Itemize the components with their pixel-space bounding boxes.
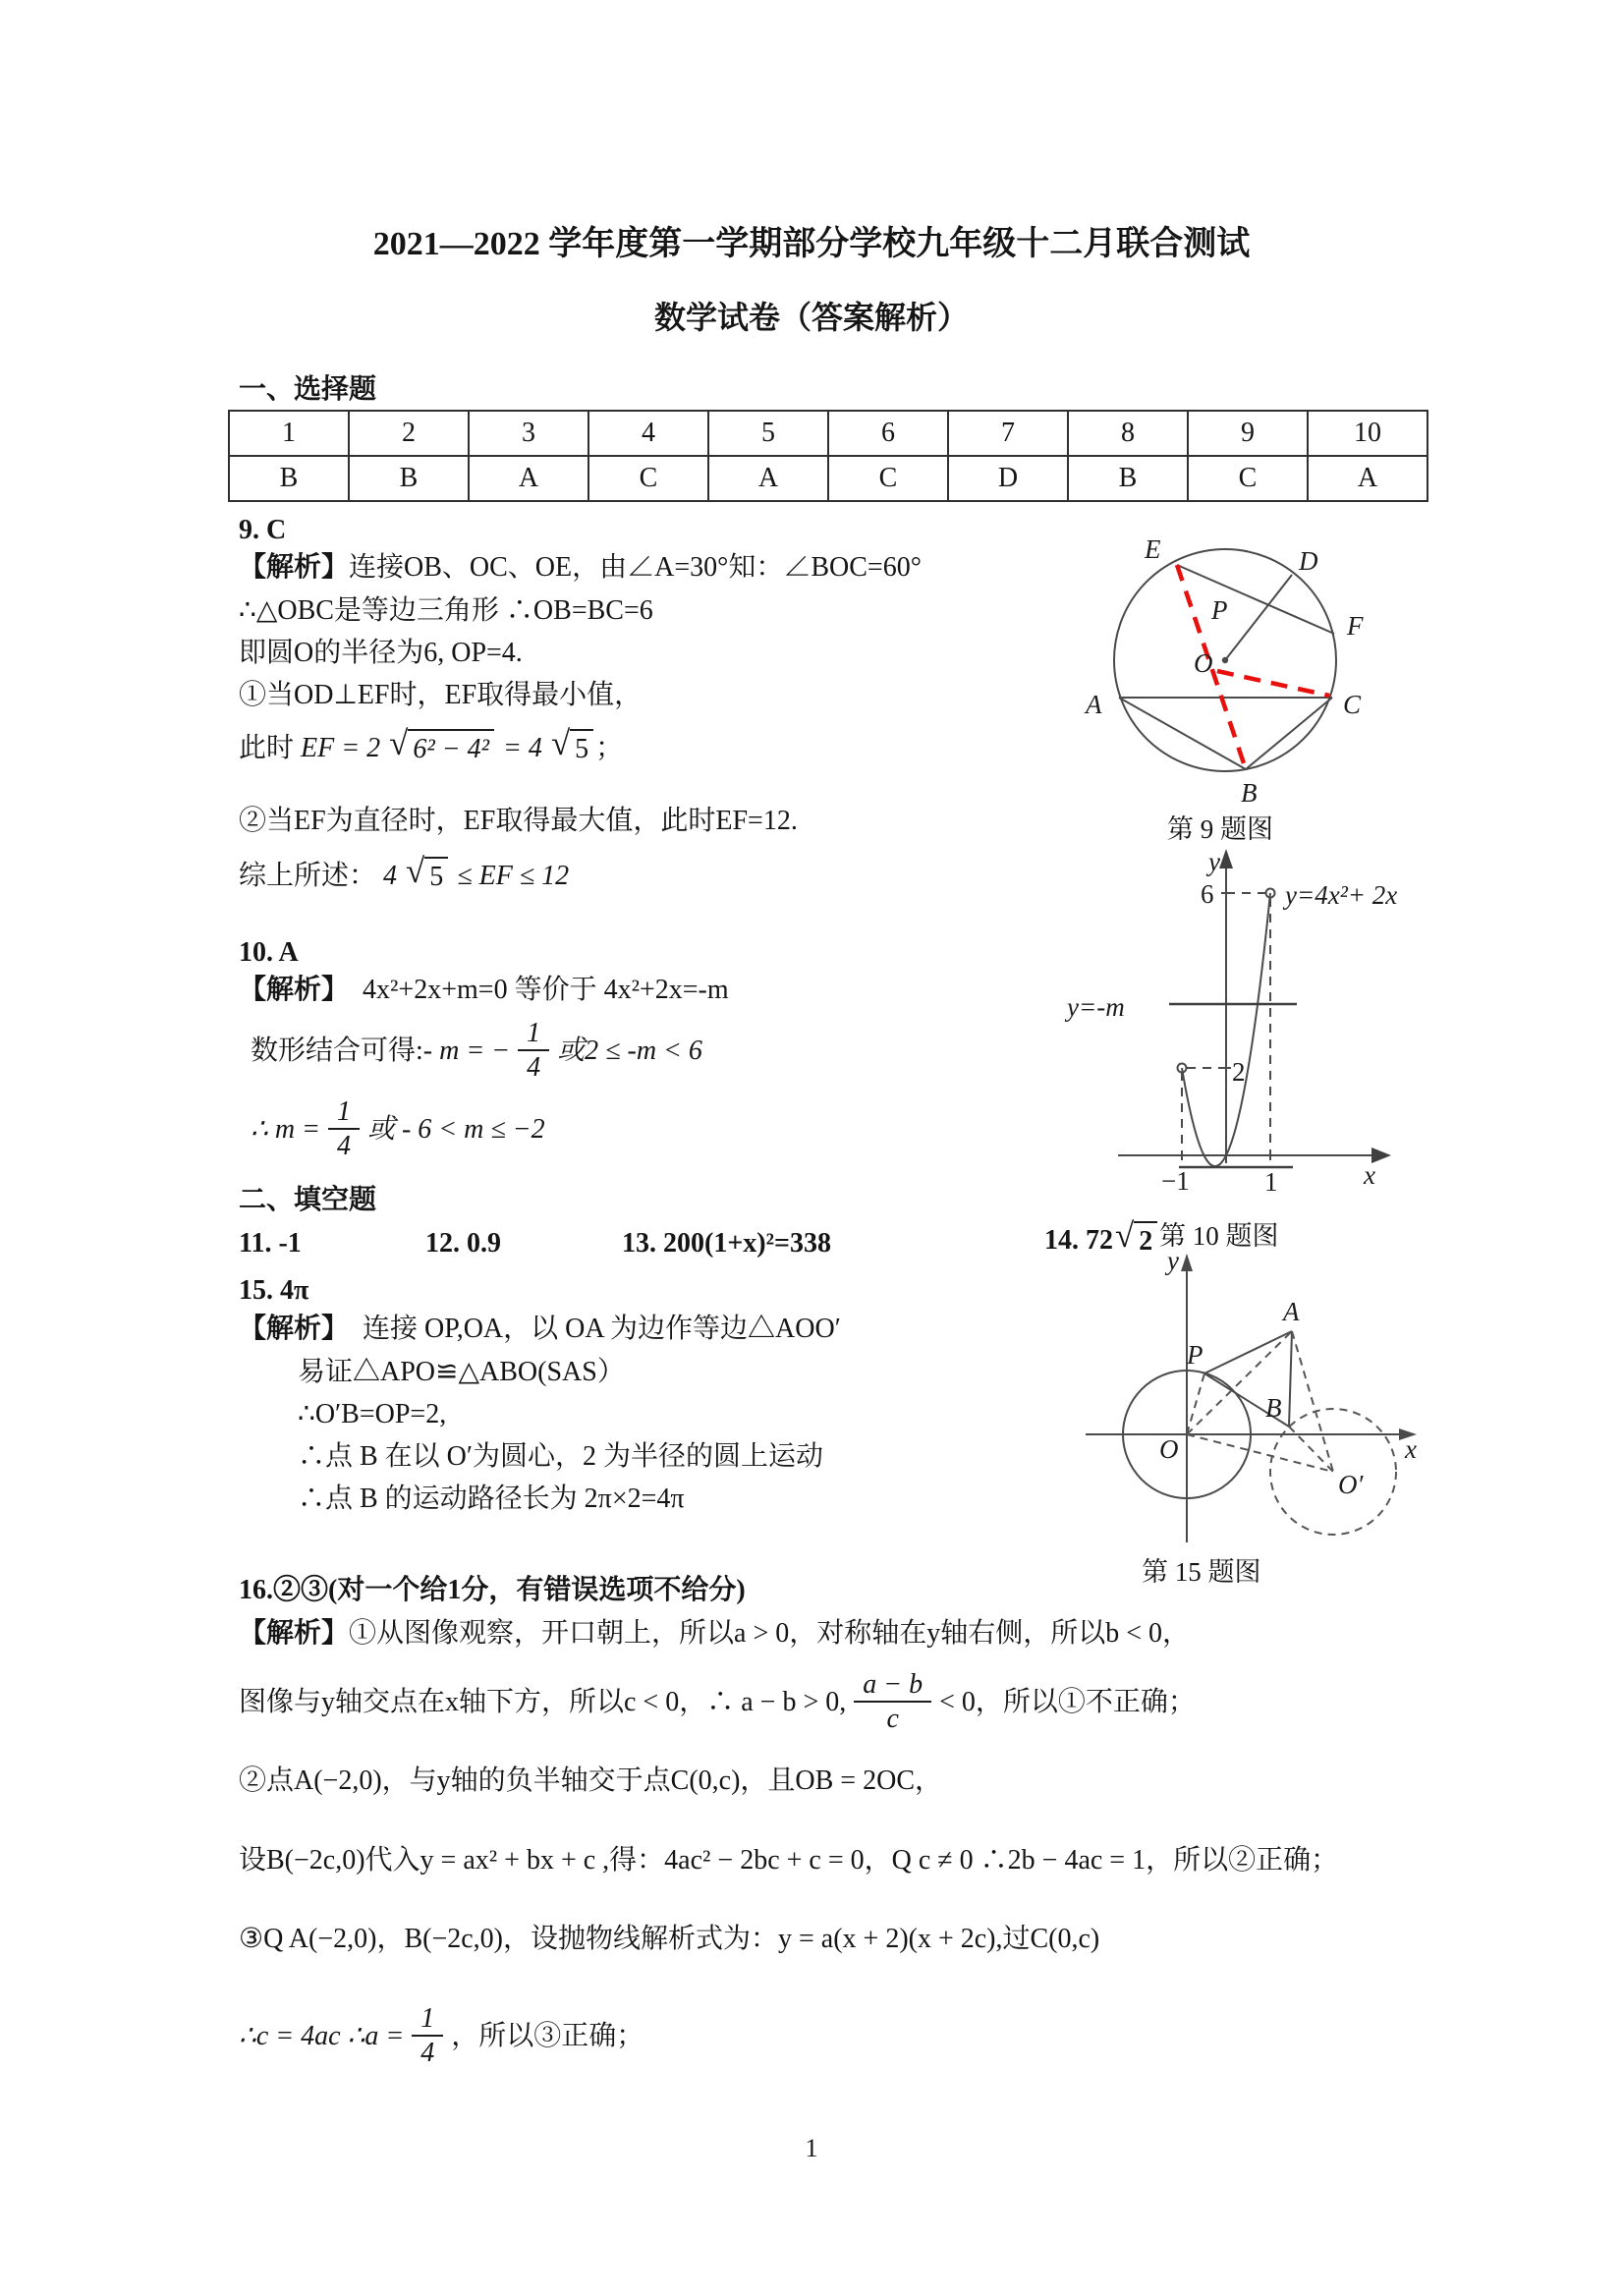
- point-label-F: F: [1347, 611, 1364, 641]
- tick-label-1: 1: [1264, 1167, 1278, 1197]
- tick-label-2: 2: [1232, 1057, 1246, 1087]
- fraction: $\frac{a - b}{c}$: [854, 1670, 931, 1734]
- point-label-O-prime: O′: [1338, 1470, 1364, 1499]
- q9-solution-line4: ①当OD⊥EF时，EF取得最小值，: [239, 680, 643, 710]
- answer-table-header-row: [229, 411, 1427, 456]
- answer-cell: 2: [349, 411, 469, 456]
- answer-cell: C: [1188, 456, 1308, 501]
- q15-solution-line1: 【解析】 连接 OP,OA，以 OA 为边作等边△AOO′: [239, 1314, 841, 1344]
- q16-solution-line1: 【解析】①从图像观察，开口朝上，所以a > 0，对称轴在y轴右侧，所以b < 0，: [239, 1618, 1191, 1649]
- answer-cell: D: [948, 456, 1068, 501]
- answer-cell: 10: [1308, 411, 1427, 456]
- point-label-B: B: [1241, 778, 1258, 808]
- q9-solution-formula: 此时 EF = 2 √ 6² − 4² = 4 √ 5 ；: [239, 724, 624, 764]
- q11-answer: 11. -1: [239, 1228, 302, 1259]
- q12-answer: 12. 0.9: [425, 1228, 501, 1259]
- q10-parabola-figure: [1039, 847, 1442, 1212]
- answer-cell: 5: [708, 411, 828, 456]
- point-label-A: A: [1283, 1297, 1300, 1326]
- jiexi-label: 【解析】: [239, 1314, 350, 1344]
- hline-equation-label: y=-m: [1067, 992, 1125, 1022]
- point-label-O: O: [1159, 1434, 1179, 1464]
- q16-solution-line5: ③Q A(−2,0)，B(−2c,0)，设抛物线解析式为：y = a(x + 2)(x + 2c),过C(0,c): [239, 1924, 1100, 1954]
- section-heading-choice: 一、选择题: [239, 374, 377, 405]
- answer-cell: A: [469, 456, 588, 501]
- q9-figure-caption: 第 9 题图: [1167, 814, 1273, 844]
- q15-locus-figure: [1012, 1248, 1464, 1548]
- answer-cell: C: [828, 456, 948, 501]
- x-axis-label: x: [1405, 1434, 1417, 1464]
- q9-solution-line1: 【解析】连接OB、OC、OE，由∠A=30°知：∠BOC=60°: [239, 552, 922, 583]
- jiexi-label: 【解析】: [239, 975, 350, 1005]
- q15-solution-line2: 易证△APO≌△ABO(SAS）: [298, 1357, 625, 1387]
- point-label-B: B: [1265, 1393, 1282, 1423]
- y-axis-label: y: [1208, 847, 1220, 876]
- point-label-D: D: [1299, 546, 1318, 576]
- point-label-A: A: [1086, 690, 1102, 719]
- q9-solution-line6: ②当EF为直径时，EF取得最大值，此时EF=12.: [239, 806, 798, 836]
- q15-solution-line5: ∴点 B 的运动路径长为 2π×2=4π: [298, 1484, 685, 1514]
- q15-solution-line3: ∴O′B=OP=2,: [298, 1399, 447, 1429]
- page-number: 1: [805, 2134, 818, 2162]
- answer-cell: C: [588, 456, 708, 501]
- answer-cell: A: [708, 456, 828, 501]
- answer-cell: 9: [1188, 411, 1308, 456]
- q15-answer: 15. 4π: [239, 1275, 309, 1306]
- page-title-line1: 2021—2022 学年度第一学期部分学校九年级十二月联合测试: [372, 226, 1251, 262]
- tick-label-6: 6: [1201, 879, 1214, 909]
- jiexi-label: 【解析】: [239, 1618, 350, 1649]
- point-label-P: P: [1187, 1340, 1203, 1370]
- q9-circle-lines: [1114, 549, 1336, 771]
- q10-answer: 10. A: [239, 937, 299, 968]
- q10-figure-caption: 第 10 题图: [1159, 1221, 1279, 1251]
- answer-table-answer-row: [229, 456, 1427, 501]
- q9-solution-line2: ∴△OBC是等边三角形 ∴OB=BC=6: [239, 595, 653, 626]
- x-axis-label: x: [1364, 1160, 1375, 1190]
- answer-cell: A: [1308, 456, 1427, 501]
- answer-cell: 1: [229, 411, 349, 456]
- answer-cell: 7: [948, 411, 1068, 456]
- curve-equation-label: y=4x²+ 2x: [1285, 880, 1398, 910]
- q10-solution-line3: ∴ m = $\frac{1}{4}$ 或 - 6 < m ≤ −2: [251, 1095, 545, 1161]
- point-label-C: C: [1343, 690, 1362, 719]
- q9-circle-figure: [1056, 521, 1449, 808]
- fraction: $\frac{1}{4}$: [412, 2004, 443, 2068]
- sqrt-expression: √ 2: [1115, 1221, 1157, 1259]
- sqrt-expression: √ 5: [406, 857, 448, 894]
- q16-solution-line6: ∴c = 4ac ∴a = $\frac{1}{4}$ ，所以③正确；: [239, 2002, 644, 2068]
- point-label-P: P: [1211, 595, 1228, 625]
- q9-solution-line3: 即圆O的半径为6, OP=4.: [239, 638, 523, 668]
- q14-answer: 14. 72 √ 2: [1044, 1221, 1159, 1259]
- answer-cell: B: [349, 456, 469, 501]
- point-label-O: O: [1194, 648, 1213, 678]
- q16-solution-line3: ②点A(−2,0)，与y轴的负半轴交于点C(0,c)，且OB = 2OC，: [239, 1765, 942, 1796]
- q13-answer: 13. 200(1+x)²=338: [622, 1228, 831, 1259]
- q15-solution-line4: ∴点 B 在以 O′为圆心，2 为半径的圆上运动: [298, 1441, 824, 1472]
- q10-solution-line2: 数形结合可得: - m = − $\frac{1}{4}$ 或2 ≤ -m < 6: [251, 1017, 702, 1083]
- answer-cell: 8: [1068, 411, 1188, 456]
- q16-solution-line2: 图像与y轴交点在x轴下方，所以c < 0，∴ a − b > 0, $\frac{a - b}{c}$ < 0，所以①不正确；: [239, 1668, 1196, 1734]
- q9-answer: 9. C: [239, 515, 287, 545]
- fraction: $\frac{1}{4}$: [328, 1097, 360, 1161]
- section-heading-fill: 二、填空题: [239, 1185, 377, 1215]
- sqrt-expression: √ 5: [551, 729, 593, 766]
- q9-summary: 综上所述： 4 √ 5 ≤ EF ≤ 12: [239, 852, 570, 892]
- answer-cell: 3: [469, 411, 588, 456]
- answer-cell: B: [1068, 456, 1188, 501]
- q16-answer: 16.②③(对一个给1分，有错误选项不给分): [239, 1575, 746, 1605]
- answer-cell: 4: [588, 411, 708, 456]
- y-axis-label: y: [1167, 1248, 1179, 1275]
- fraction: $\frac{1}{4}$: [518, 1019, 549, 1083]
- answer-table: [228, 410, 1428, 502]
- jiexi-label: 【解析】: [239, 552, 350, 583]
- answer-cell: 6: [828, 411, 948, 456]
- point-label-E: E: [1145, 534, 1161, 564]
- q15-figure-caption: 第 15 题图: [1142, 1557, 1261, 1587]
- answer-cell: B: [229, 456, 349, 501]
- q16-solution-line4: 设B(−2c,0)代入y = ax² + bx + c ,得：4ac² − 2bc + c = 0，Q c ≠ 0 ∴2b − 4ac = 1，所以②正确；: [239, 1845, 1339, 1876]
- tick-label-neg1: −1: [1161, 1166, 1190, 1196]
- q10-solution-line1: 【解析】 4x²+2x+m=0 等价于 4x²+2x=-m: [239, 975, 729, 1005]
- page-title-line2: 数学试卷（答案解析）: [653, 300, 969, 335]
- sqrt-expression: √ 6² − 4²: [389, 729, 494, 766]
